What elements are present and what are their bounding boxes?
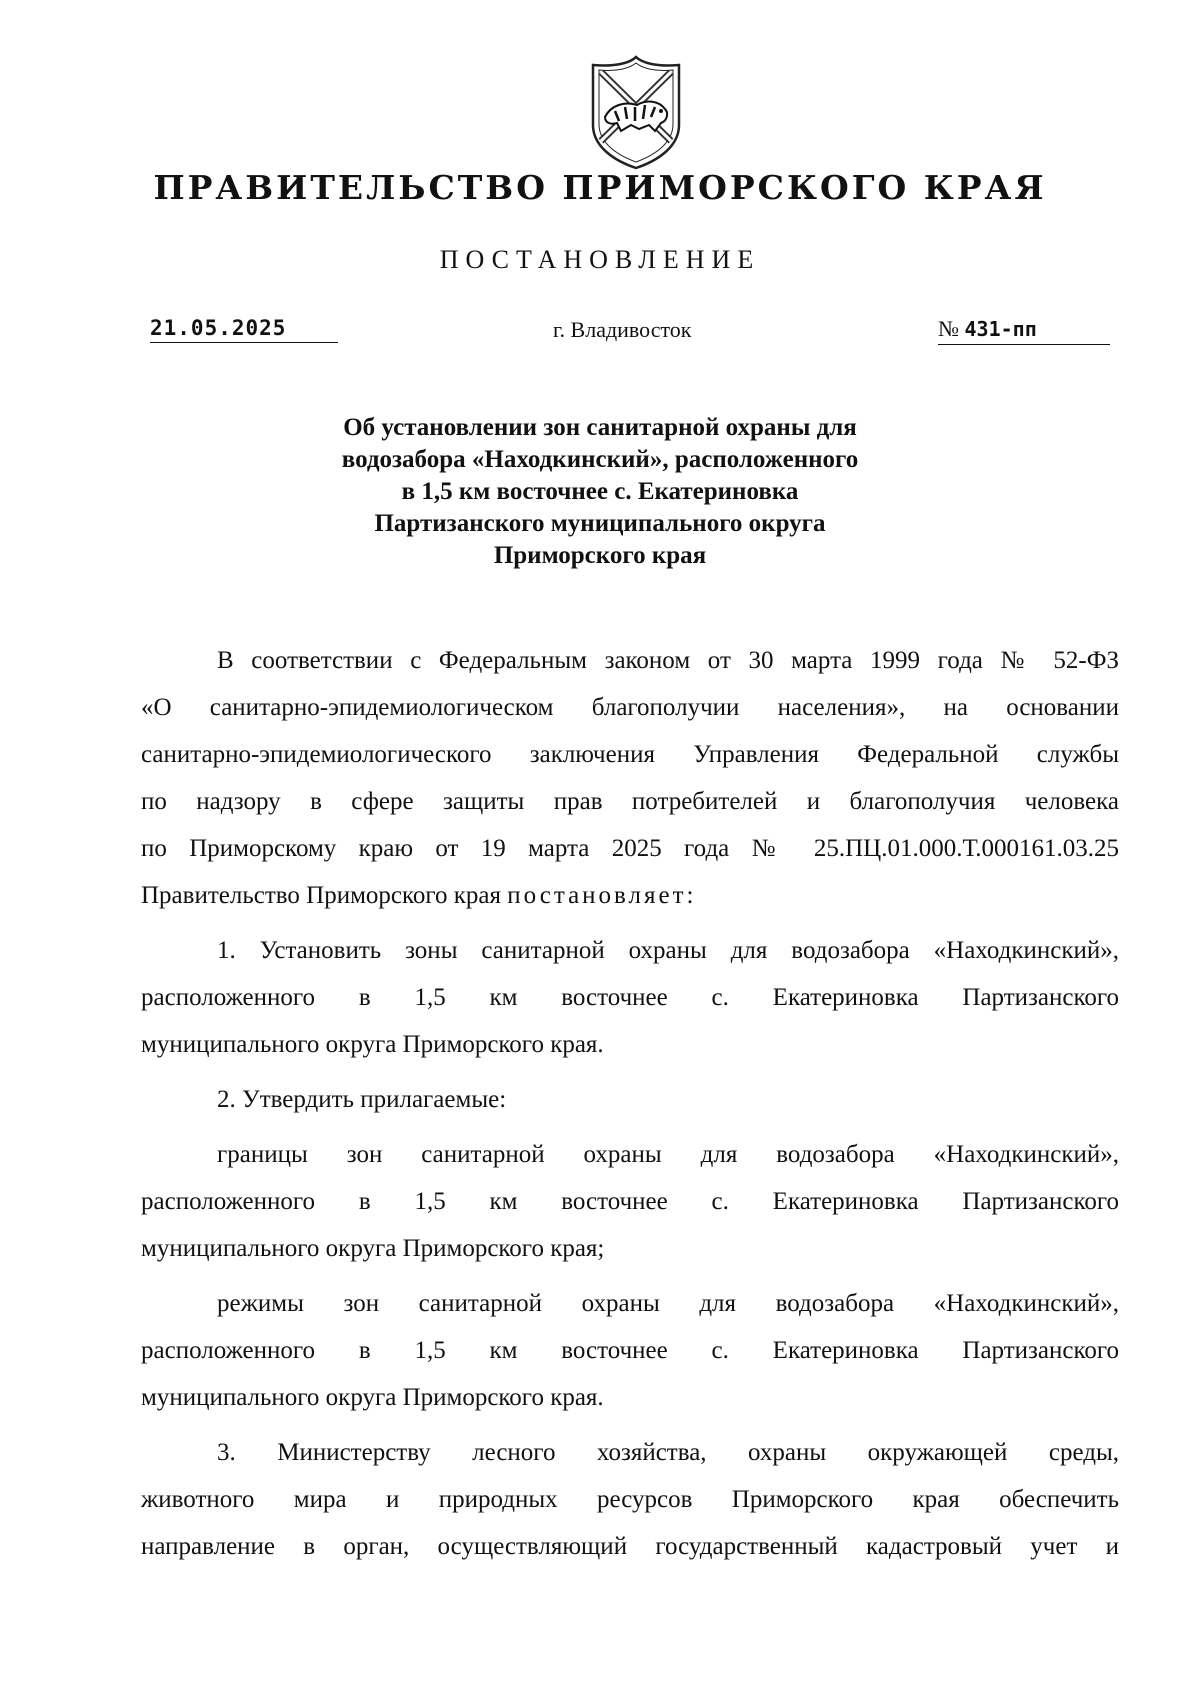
preamble-line: санитарно-эпидемиологического заключения Управления Федеральной службы	[141, 741, 1119, 768]
item-2b-line: режимы зон санитарной охраны для водозабора «Находкинский»,	[217, 1290, 1119, 1317]
title-line: Об установлении зон санитарной охраны для	[343, 414, 857, 441]
item-1-line: муниципального округа Приморского края.	[141, 1031, 604, 1058]
organization-title: ПРАВИТЕЛЬСТВО ПРИМОРСКОГО КРАЯ	[153, 168, 1047, 207]
document-title	[150, 412, 1050, 572]
preamble-line: по Приморскому краю от 19 марта 2025 года № 25.ПЦ.01.000.Т.000161.03.25	[141, 835, 1119, 862]
preamble-line: В соответствии с Федеральным законом от 30 марта 1999 года № 52-ФЗ	[217, 647, 1119, 674]
item-2b-line: муниципального округа Приморского края.	[141, 1384, 604, 1411]
item-2a-line: муниципального округа Приморского края;	[141, 1235, 605, 1262]
document-date: 21.05.2025	[150, 316, 338, 343]
preamble-subject: Правительство Приморского края	[141, 882, 508, 909]
title-line: в 1,5 км восточнее с. Екатериновка	[401, 478, 799, 505]
item-3-line: животного мира и природных ресурсов Приморского края обеспечить	[141, 1486, 1119, 1513]
item-1-line: расположенного в 1,5 км восточнее с. Екатериновка Партизанского	[141, 984, 1119, 1011]
item-2-line: 2. Утвердить прилагаемые:	[217, 1086, 507, 1113]
number-prefix: №	[938, 316, 959, 341]
document-type: ПОСТАНОВЛЕНИЕ	[439, 245, 761, 274]
document-city: г. Владивосток	[553, 317, 692, 342]
title-line: Партизанского муниципального округа	[374, 510, 826, 537]
preamble-verb: постановляет:	[507, 882, 697, 909]
item-3-line: 3. Министерству лесного хозяйства, охраны окружающей среды,	[217, 1439, 1119, 1466]
item-1-line: 1. Установить зоны санитарной охраны для водозабора «Находкинский»,	[217, 937, 1119, 964]
item-2b-line: расположенного в 1,5 км восточнее с. Екатериновка Партизанского	[141, 1337, 1119, 1364]
preamble-line: «О санитарно-эпидемиологическом благополучии населения», на основании	[141, 694, 1119, 721]
item-2a-line: расположенного в 1,5 км восточнее с. Екатериновка Партизанского	[141, 1188, 1119, 1215]
coat-of-arms-icon	[585, 55, 687, 170]
document-body	[141, 637, 1119, 1570]
title-line: водозабора «Находкинский», расположенного	[341, 446, 859, 473]
preamble-line: по надзору в сфере защиты прав потребителей и благополучия человека	[141, 788, 1119, 815]
item-2a-line: границы зон санитарной охраны для водозабора «Находкинский»,	[217, 1141, 1119, 1168]
title-line: Приморского края	[493, 542, 707, 569]
number-value: 431-пп	[964, 317, 1037, 341]
preamble-line	[141, 872, 1119, 919]
document-number	[938, 316, 1110, 345]
item-3-line: направление в орган, осуществляющий государственный кадастровый учет и	[141, 1533, 1119, 1560]
